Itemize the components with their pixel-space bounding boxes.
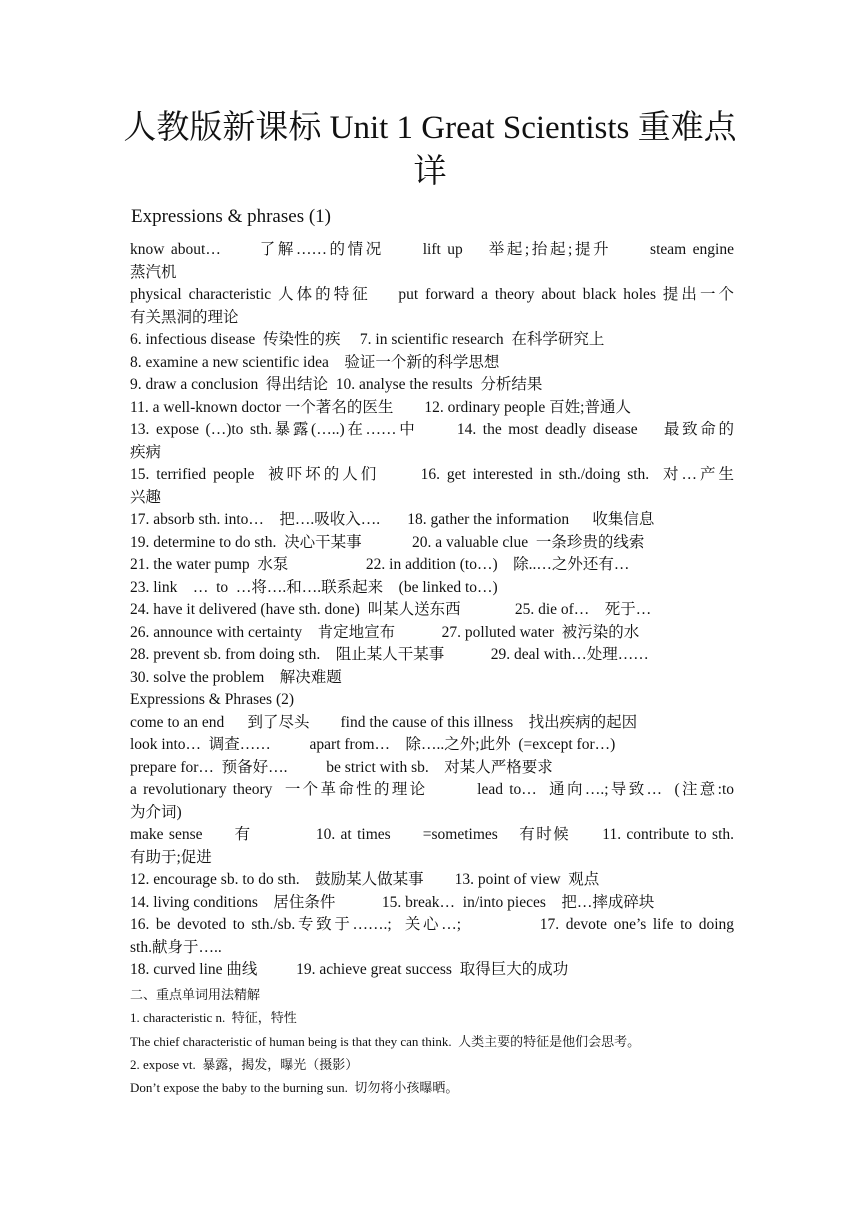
text-line: 24. have it delivered (have sth. done) 叫某人送东西 25. die of… 死于… bbox=[130, 601, 652, 618]
text-line: know about… 了解……的情况 lift up 举起;抬起;提升 steam engine bbox=[130, 241, 734, 258]
text-line: 18. curved line 曲线 19. achieve great success 取得巨大的成功 bbox=[130, 961, 569, 978]
text-line: 26. announce with certainty 肯定地宣布 27. polluted water 被污染的水 bbox=[130, 623, 640, 641]
text-line: make sense 有 10. at times =sometimes 有时候 11. contribute to sth. bbox=[130, 826, 734, 843]
text-line: 23. link … to …将….和….联系起来 (be linked to…) bbox=[130, 578, 498, 596]
word-usage-section bbox=[130, 983, 740, 1099]
section-heading-expressions-1: Expressions & phrases (1) bbox=[131, 206, 331, 227]
section-heading-word-usage: 二、重点单词用法精解 bbox=[130, 987, 261, 1002]
text-line: 为介词) bbox=[130, 803, 182, 821]
text-line: Don’t expose the baby to the burning sun. 切勿将小孩曝晒。 bbox=[130, 1080, 459, 1096]
text-line: 28. prevent sb. from doing sth. 阻止某人干某事 29. deal with…处理…… bbox=[130, 646, 649, 663]
text-line: 2. expose vt. 暴露，揭发，曝光（摄影） bbox=[130, 1056, 359, 1072]
text-line: 蒸汽机 bbox=[130, 263, 177, 281]
text-line: prepare for… 预备好…. be strict with sb. 对某人严格要求 bbox=[130, 758, 553, 776]
text-line: 6. infectious disease 传染性的疾 7. in scientific research 在科学研究上 bbox=[130, 331, 605, 348]
text-line: sth.献身于….. bbox=[130, 938, 222, 956]
text-line: 30. solve the problem 解决难题 bbox=[130, 668, 342, 686]
text-line: 13. expose (…)to sth.暴露(…..)在……中 14. the most deadly disease 最致命的 bbox=[130, 421, 734, 438]
text-line: come to an end 到了尽头 find the cause of this illness 找出疾病的起因 bbox=[130, 713, 638, 731]
text-line: 疾病 bbox=[130, 443, 162, 461]
text-line: a revolutionary theory 一个革命性的理论 lead to… 通向….;导致… (注意:to bbox=[130, 781, 734, 798]
text-line: physical characteristic 人体的特征 put forward a theory about black holes 提出一个 bbox=[130, 286, 734, 303]
section-heading-expressions-2: Expressions & Phrases (2) bbox=[130, 691, 295, 708]
text-line: 17. absorb sth. into… 把….吸收入…. 18. gather the information 收集信息 bbox=[130, 511, 655, 528]
text-line: 兴趣 bbox=[130, 488, 162, 506]
phrase-list bbox=[130, 239, 734, 982]
text-line: 8. examine a new scientific idea 验证一个新的科学思想 bbox=[130, 353, 500, 371]
text-line: 有关黑洞的理论 bbox=[130, 308, 239, 326]
text-line: 14. living conditions 居住条件 15. break… in/into pieces 把…摔成碎块 bbox=[130, 893, 655, 911]
text-line: 有助于;促进 bbox=[130, 848, 212, 866]
title-line-1: 人教版新课标 Unit 1 Great Scientists 重难点 bbox=[123, 110, 737, 146]
document-title bbox=[110, 106, 750, 194]
text-line: look into… 调查…… apart from… 除…..之外;此外 (=except for…) bbox=[130, 736, 616, 753]
text-line: The chief characteristic of human being is that they can think. 人类主要的特征是他们会思考。 bbox=[130, 1033, 641, 1049]
text-line: 12. encourage sb. to do sth. 鼓励某人做某事 13. point of view 观点 bbox=[130, 871, 600, 888]
text-line: 11. a well-known doctor 一个著名的医生 12. ordinary people 百姓;普通人 bbox=[130, 398, 631, 416]
text-line: 21. the water pump 水泵 22. in addition (to…) 除..…之外还有… bbox=[130, 556, 630, 573]
text-line: 1. characteristic n. 特征，特性 bbox=[130, 1010, 297, 1026]
text-line: 15. terrified people 被吓坏的人们 16. get interested in sth./doing sth. 对…产生 bbox=[130, 466, 734, 483]
text-line: 9. draw a conclusion 得出结论 10. analyse the results 分析结果 bbox=[130, 376, 543, 393]
text-line: 19. determine to do sth. 决心干某事 20. a valuable clue 一条珍贵的线索 bbox=[130, 533, 645, 551]
title-line-2: 详 bbox=[413, 154, 447, 190]
text-line: 16. be devoted to sth./sb.专致于…….; 关心…; 17. devote one’s life to doing bbox=[130, 916, 734, 933]
